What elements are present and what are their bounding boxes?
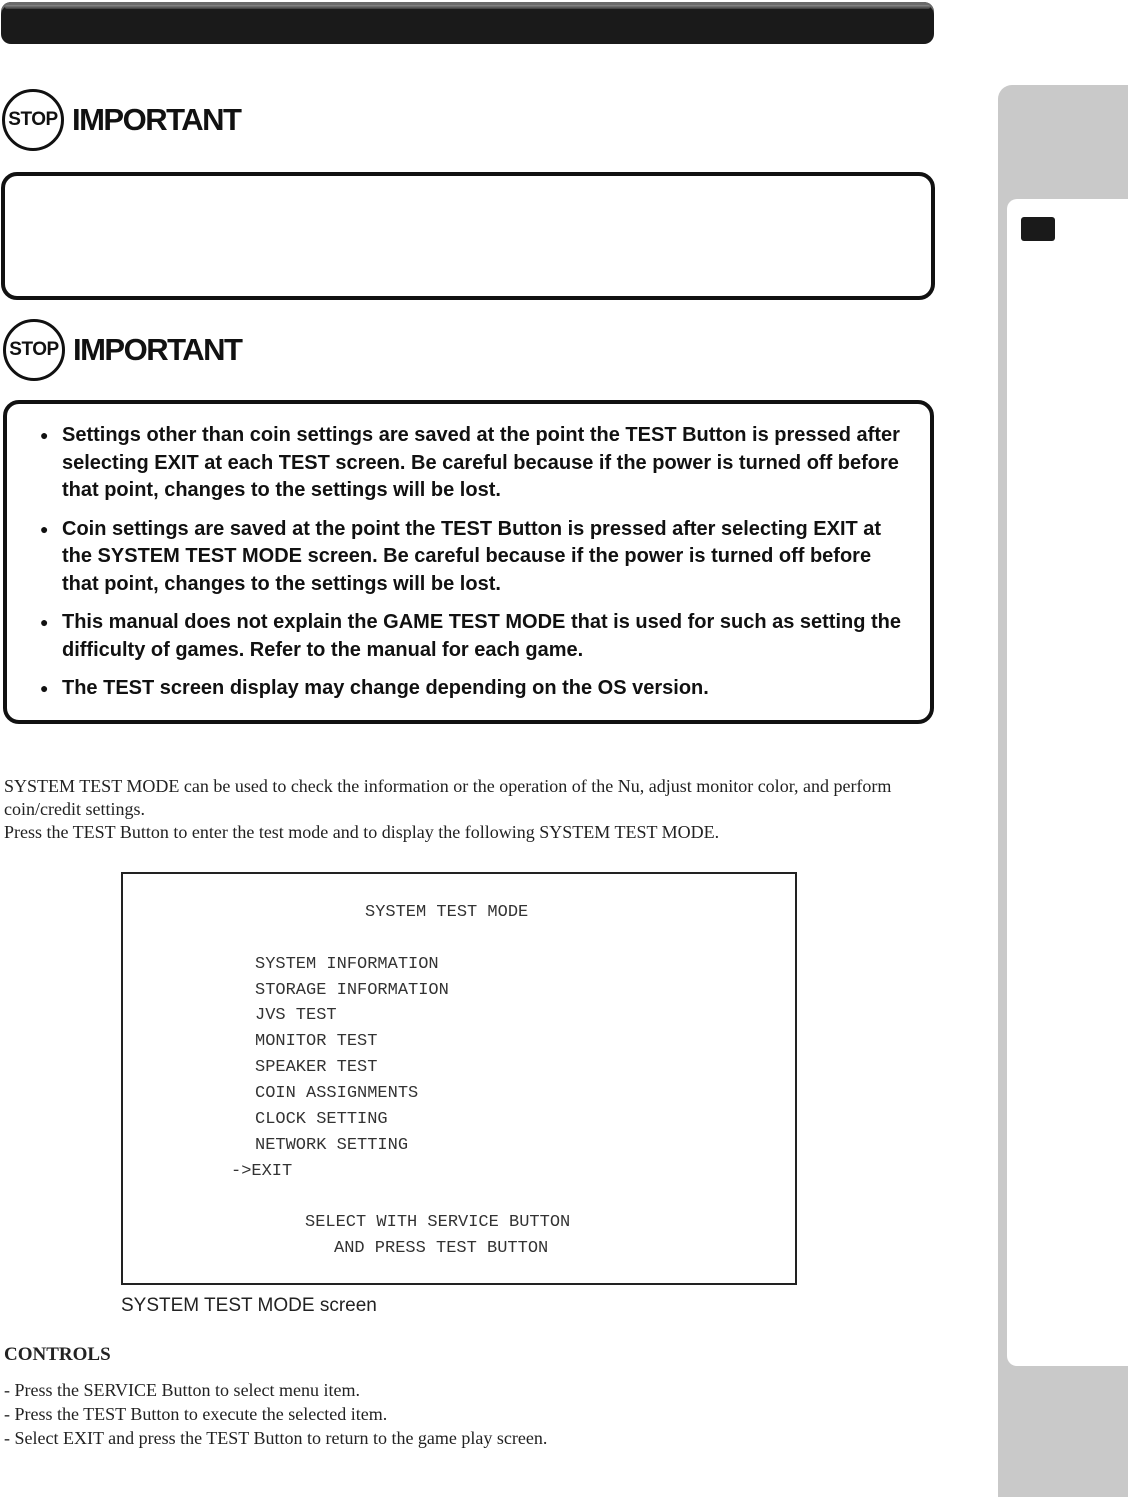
important-heading-2 [3, 315, 241, 385]
important-box-1 [1, 172, 935, 300]
controls-list [4, 1378, 547, 1450]
important-heading-1 [2, 85, 240, 155]
controls-item: - Press the TEST Button to execute the selected item. [4, 1404, 388, 1424]
intro-line-2: Press the TEST Button to enter the test mode and to display the following SYSTEM TEST MODE. [4, 822, 720, 842]
side-tab-inner [1007, 199, 1128, 1366]
bullet-item: ● Coin settings are saved at the point the TEST Button is pressed after selecting EXIT at the SYSTEM TEST MODE screen. Be careful because if the power is turned off before that point, changes to the settings will be lost. [62, 516, 910, 599]
menu-item-network-setting: NETWORK SETTING [255, 1136, 409, 1155]
important-label: IMPORTANT [73, 332, 242, 367]
header-bar [1, 2, 934, 44]
important-box-2 [3, 400, 934, 724]
intro-line-1: SYSTEM TEST MODE can be used to check the information or the operation of the Nu, adjust monitor color, and perform coin/credit settings. [4, 776, 892, 819]
stop-icon: STOP [3, 319, 65, 381]
screen-footer-line-2: AND PRESS TEST BUTTON [334, 1239, 549, 1258]
menu-item-monitor-test: MONITOR TEST [255, 1032, 378, 1051]
menu-item-storage-information: STORAGE INFORMATION [255, 981, 449, 1000]
system-test-mode-screen [121, 872, 797, 1285]
bullet-item: ● Settings other than coin settings are saved at the point the TEST Button is pressed after selecting EXIT at each TEST screen. Be careful because if the power is turned off before that point, changes to the settings will be lost. [62, 422, 910, 505]
menu-item-speaker-test: SPEAKER TEST [255, 1058, 378, 1077]
bullet-item: ● This manual does not explain the GAME TEST MODE that is used for such as setting the difficulty of games. Refer to the manual for each game. [62, 609, 910, 664]
menu-item-jvs-test: JVS TEST [255, 1006, 337, 1025]
stop-icon: STOP [2, 89, 64, 151]
bullet-item: ● The TEST screen display may change depending on the OS version. [62, 675, 910, 703]
screen-title: SYSTEM TEST MODE [365, 903, 529, 922]
important-label: IMPORTANT [72, 102, 241, 137]
controls-title: CONTROLS [4, 1344, 111, 1365]
menu-item-clock-setting: CLOCK SETTING [255, 1110, 388, 1129]
menu-item-system-information: SYSTEM INFORMATION [255, 955, 439, 974]
screen-caption: SYSTEM TEST MODE screen [121, 1295, 377, 1316]
controls-item: - Select EXIT and press the TEST Button to return to the game play screen. [4, 1428, 548, 1448]
screen-footer-line-1: SELECT WITH SERVICE BUTTON [305, 1213, 571, 1232]
controls-item: - Press the SERVICE Button to select menu item. [4, 1380, 361, 1400]
intro-text [4, 775, 924, 844]
menu-item-coin-assignments: COIN ASSIGNMENTS [255, 1084, 419, 1103]
side-chapter-marker [1021, 217, 1055, 241]
menu-item-exit: ->EXIT [231, 1162, 293, 1181]
important-bullet-list [7, 404, 930, 703]
